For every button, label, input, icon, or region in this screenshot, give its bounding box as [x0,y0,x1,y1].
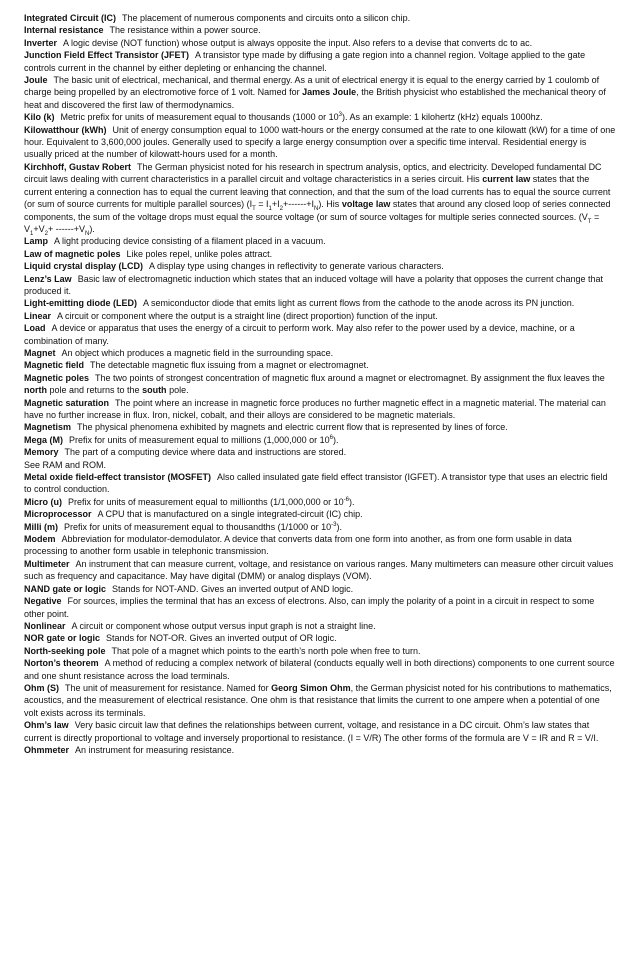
glossary-term: Magnetic saturation [24,397,110,408]
glossary-definition [61,112,543,122]
glossary-definition [65,447,347,457]
definition-text: 2 [44,230,48,237]
definition-text: An instrument that can measure current, voltage, and resistance on various ranges. Many multimeters can measure other circuit values such as frequency and capacitance. May have digital (DMM) or analog displays (VOM). [24,558,614,582]
glossary-entry [24,434,616,446]
definition-text: Stands for NOT-AND. Gives an inverted output of AND logic. [112,583,354,594]
glossary-definition [54,236,326,246]
definition-text: The unit of measurement for resistance. Named for [65,682,272,693]
glossary-entry [24,359,616,371]
glossary-entry [24,397,616,422]
glossary-entry [24,446,616,458]
glossary-definition [24,75,606,110]
definition-text: Metric prefix for units of measurement equal to thousands (1000 or 10 [60,112,339,123]
definition-text: See RAM and ROM. [24,459,107,470]
glossary-term: North-seeking pole [24,645,106,656]
definition-text: Stands for NOT-OR. Gives an inverted output of OR logic. [106,633,337,644]
definition-text: The basic unit of electrical, mechanical, and thermal energy. As a unit of electrical energy it is equal to the energy carried by 1 coulomb of charge being propelled by an electromotive force of 1 volt. Named for [24,75,600,98]
glossary-definition [24,373,605,395]
definition-text: states that around any closed loop of series connected components, the sum of the voltage drops must equal the source voltage (or sum of source voltages for multiple series connected sources. (V [24,199,611,222]
glossary-term: Junction Field Effect Transistor (JFET) [24,50,190,61]
definition-text: Abbreviation for modulator-demodulator. A device that converts data from one form into another, as from one form usable in data processing to another form usable in telephonic transmission. [24,534,572,557]
glossary-term: Lamp [24,236,49,247]
glossary-definition [122,13,410,23]
glossary-entry [24,521,616,533]
definition-text: A device or apparatus that uses the energy of a circuit to perform work. May also refer to the power used by a device, machine, or a combination of many. [24,323,575,346]
definition-text: +I [271,199,280,210]
glossary-entry [24,322,616,347]
glossary-definition [64,522,342,532]
definition-text: A semiconductor diode that emits light as current flows from the cathode to the anode across its PN junction. [142,298,575,309]
glossary-entry [24,37,616,49]
glossary-definition [72,621,376,631]
glossary-entry [24,161,616,235]
glossary-entry [24,645,616,657]
glossary-entry [24,260,616,272]
glossary-definition [24,683,612,718]
glossary-definition [75,745,234,755]
glossary-term: Lenz’s Law [24,273,72,284]
glossary-entry [24,49,616,74]
definition-text: The German physicist noted for his research in spectrum analysis, optics, and electricity. Developed fundamental DC circuit laws dealing with current characteristics in a parallel circuit and voltage characteristics in a series circuit. His [24,161,602,185]
glossary-definition [24,534,572,556]
glossary-definition [24,161,611,237]
definition-text: +------+I [282,199,314,210]
glossary-term: Memory [24,447,59,458]
glossary-definition [98,509,363,519]
glossary-entry [24,372,616,397]
definition-text: An object which produces a magnetic field in the surrounding space. [61,347,334,358]
definition-text: A transistor type made by diffusing a gate region into a channel region. Voltage applied to the gate controls current in the channel by either depleting or enhancing the channel. [24,50,586,73]
glossary-term: Microprocessor [24,509,92,520]
definition-text: voltage law [341,199,391,210]
glossary-term: Ohm’s law [24,720,69,731]
glossary-definition [24,323,575,345]
definition-text: The part of a computing device where data and instructions are stored. [64,447,347,458]
definition-text: + ------+V [47,223,85,234]
definition-text: A light producing device consisting of a filament placed in a vacuum. [54,236,326,247]
definition-text: ). [336,521,343,532]
glossary-term: NAND gate or logic [24,583,107,594]
glossary-term: Law of magnetic poles [24,248,121,259]
definition-text: = I [255,199,269,210]
glossary-term: Milli (m) [24,521,58,532]
glossary-entry [24,595,616,620]
definition-text: For sources, implies the terminal that has an excess of electrons. Also, can imply the polarity of a point in a circuit in respect to some other point. [24,596,595,619]
glossary-definition [24,460,106,470]
definition-text: The placement of numerous components and circuits onto a silicon chip. [122,13,411,23]
glossary-entry [24,583,616,595]
glossary-term: Metal oxide field-effect transistor (MOSFET) [24,472,212,483]
glossary-entry [24,347,616,359]
glossary-entry [24,533,616,558]
glossary-term: Mega (M) [24,434,63,445]
definition-text: south [142,385,167,396]
glossary-term: Norton’s theorem [24,658,99,669]
glossary-term: Magnetism [24,422,72,433]
glossary-term: Multimeter [24,558,70,569]
definition-text: Very basic circuit law that defines the relationships between current, voltage, and resistance in a DC circuit. Ohm’s law states that current is directly proportional to voltage and inversely proportional to resistance. (I = V/R) The other forms of the formula are V = IR and R = V/I. [24,720,599,743]
definition-text: James Joule [302,87,357,98]
glossary-entry [24,508,616,520]
definition-text: The resistance within a power source. [109,25,261,36]
definition-text: A circuit or component whose output versus input graph is not a straight line. [71,620,376,631]
glossary-definition [77,422,508,432]
glossary-term: Ohmmeter [24,744,70,755]
definition-text: That pole of a magnet which points to the earth’s north pole when free to turn. [111,645,421,656]
glossary-entry [24,744,616,756]
glossary-entry [24,297,616,309]
glossary-entry [24,74,616,111]
glossary-definition [24,559,613,581]
definition-text: 1 [30,230,34,237]
definition-text: ). [349,496,355,507]
definition-text: T [587,218,592,225]
definition-text: The physical phenomena exhibited by magnets and electric current flow that is represented by lines of force. [77,422,508,433]
glossary-definition [24,274,603,296]
glossary-entry [24,459,616,471]
glossary-term: Liquid crystal display (LCD) [24,261,144,272]
glossary-entry [24,310,616,322]
definition-text: Prefix for units of measurement equal to millions (1,000,000 or 10 [69,434,330,445]
glossary-term: Linear [24,310,52,321]
definition-text: A CPU that is manufactured on a single integrated-circuit (IC) chip. [97,509,363,520]
glossary-entry [24,620,616,632]
glossary-term: Kirchhoff, Gustav Robert [24,161,132,172]
definition-text: 6 [329,434,333,441]
definition-text: Also called insulated gate field effect transistor (IGFET). A transistor type that uses an electric field to control conduction. [24,472,608,495]
definition-text: The detectable magnetic flux issuing from a magnet or electromagnet. [90,360,369,371]
glossary-entry [24,24,616,36]
glossary-term: Magnetic poles [24,372,90,383]
glossary-term: Internal resistance [24,25,104,36]
glossary-term: NOR gate or logic [24,633,101,644]
definition-text: = V [24,211,600,234]
glossary-entry [24,496,616,508]
definition-text: pole. [166,385,189,396]
glossary-term: Ohm (S) [24,682,59,693]
glossary-definition [24,720,598,742]
definition-text: The two points of strongest concentration of magnetic flux around a magnet or electromagnet. By assignment the flux leaves the [95,372,605,383]
glossary-term: Modem [24,534,56,545]
definition-text: N [84,230,90,237]
definition-text: An instrument for measuring resistance. [75,744,235,755]
glossary-definition [24,398,606,420]
definition-text: Basic law of electromagnetic induction which states that an induced voltage will have a polarity that opposes the current change that produced it. [24,273,603,296]
definition-text: 3 [338,112,342,119]
glossary-entry [24,719,616,744]
glossary-term: Joule [24,75,48,86]
definition-text: states that the current entering a connection has to equal the current leaving that connection, and that the sum of the load currents has to equal the source current (or sum of source currents for multiple parallel sources) (I [24,174,611,210]
definition-text: Like poles repel, unlike poles attract. [126,248,273,259]
definition-text: 2 [279,205,283,212]
definition-text: -3 [331,521,337,528]
definition-text: A display type using changes in reflectivity to generate various characters. [149,261,444,272]
glossary-term: Micro (u) [24,496,62,507]
glossary-entry [24,273,616,298]
glossary-definition [149,261,444,271]
definition-text: Georg Simon Ohm [271,682,351,693]
definition-text: The point where an increase in magnetic force produces no further magnetic effect in a magnetic material. The material can have no further increase in flux. Iron, nickel, cobalt, and their alloys are considered to be magnetic materials. [24,397,606,420]
glossary-entry [24,471,616,496]
glossary-term: Load [24,323,46,334]
glossary-definition [112,584,353,594]
glossary-definition [143,298,574,308]
definition-text: Prefix for units of measurement equal to thousandths (1/1000 or 10 [64,521,332,532]
definition-text: ). [89,223,95,234]
definition-text: +V [33,223,45,234]
glossary-definition [110,25,261,35]
definition-text: 1 [268,205,272,212]
definition-text: ). As an example: 1 kilohertz (kHz) equals 1000hz. [342,112,543,123]
definition-text: , the German physicist noted for his contributions to mathematics, acoustics, and the measurement of electrical resistance. One ohm is that resistance that limits the current to one ampere when a potential of one volt exists across its terminals. [24,682,612,718]
glossary-entry [24,421,616,433]
definition-text: A logic devise (NOT function) whose output is always opposite the input. Also refers to a devise that converts dc to ac. [63,37,533,48]
definition-text: A method of reducing a complex network of bilateral (conducts equally well in both directions) components to one current source and one shunt resistance across the load terminals. [24,658,615,681]
definition-text: north [24,385,47,396]
glossary-definition [127,249,273,259]
glossary-entry [24,558,616,583]
glossary-entry [24,248,616,260]
glossary-definition [106,633,337,643]
glossary-definition [68,497,355,507]
definition-text: Unit of energy consumption equal to 1000 watt-hours or the energy consumed at the rate to one kilowatt (kW) for a time of one hour. Equivalent to 3,600,000 joules. Generally used to specify a large energy consumption over a specific time interval. Residential energy is usually priced at the number of kilowatt-hours used for a month. [24,124,616,160]
glossary-definition [57,311,438,321]
glossary-definition [24,658,614,680]
glossary-term: Magnet [24,347,56,358]
glossary-entry [24,12,616,24]
glossary-entry [24,632,616,644]
glossary-entry [24,682,616,719]
glossary-definition [69,435,338,445]
glossary-term: Nonlinear [24,620,66,631]
glossary-term: Kilo (k) [24,112,55,123]
glossary-definition [90,360,369,370]
definition-text: Prefix for units of measurement equal to millionths (1/1,000,000 or 10 [68,496,344,507]
definition-text: pole and returns to the [47,385,143,396]
definition-text: T [252,205,256,212]
definition-text: N [313,205,319,212]
glossary-entry [24,235,616,247]
glossary-entry [24,657,616,682]
glossary-term: Integrated Circuit (IC) [24,13,117,23]
definition-text: current law [482,174,531,185]
glossary-definition [62,348,334,358]
glossary-entry [24,124,616,161]
glossary-definition [24,596,594,618]
glossary-term: Light-emitting diode (LED) [24,298,137,309]
definition-text: A circuit or component where the output is a straight line (direct proportion) function of the input. [57,310,438,321]
glossary-entry [24,111,616,123]
glossary-definition [24,125,615,160]
glossary-definition [63,38,532,48]
definition-text: -6 [343,496,349,503]
definition-text: ). His [318,199,342,210]
definition-text: , the British physicist who established the mechanical theory of heat and discovered the first law of thermodynamics. [24,87,606,110]
glossary-term: Kilowatthour (kWh) [24,124,107,135]
glossary-definition [112,646,421,656]
glossary-term: Negative [24,596,62,607]
definition-text: ). [332,434,339,445]
glossary-term: Magnetic field [24,360,85,371]
glossary-term: Inverter [24,37,58,48]
